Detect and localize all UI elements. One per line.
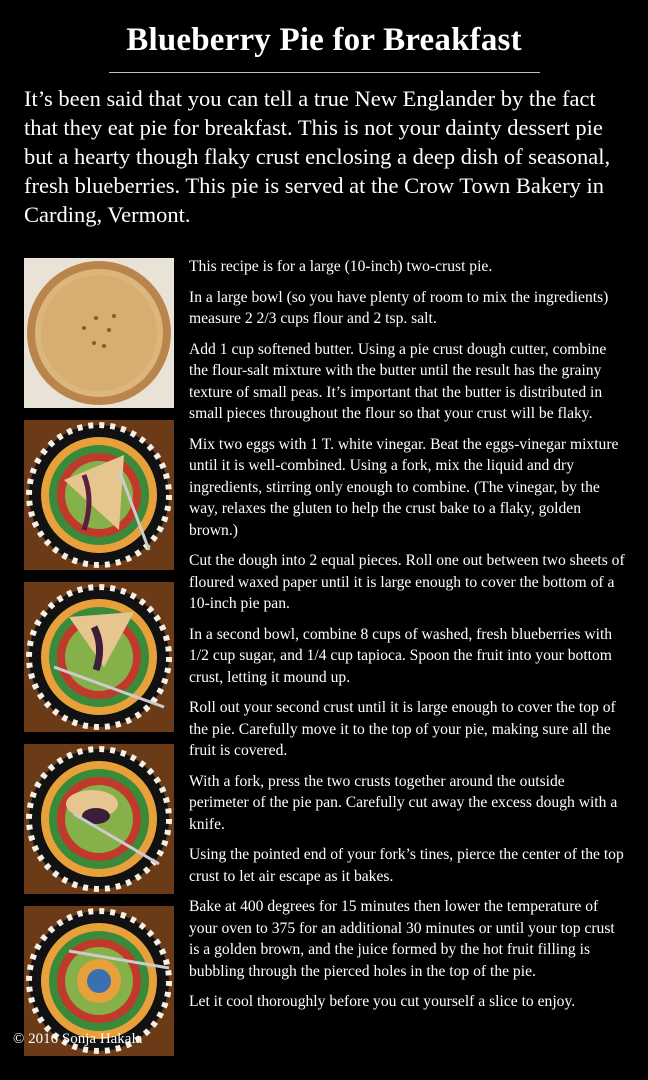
step-paragraph: With a fork, press the two crusts together around the outside perimeter of the pie pan. Carefully cut away the excess dough with a knife. <box>189 772 618 833</box>
page-title: Blueberry Pie for Breakfast <box>126 22 522 58</box>
step-paragraph: Add 1 cup softened butter. Using a pie crust dough cutter, combine the flour-salt mixture with the butter until the result has the grainy texture of small peas. It’s important that the butter is distributed in small pieces throughout the flour so that your crust will be flaky. <box>189 340 607 422</box>
step-paragraph: Bake at 400 degrees for 15 minutes then lower the temperature of your oven to 375 for an additional 30 minutes or until your top crust is a golden brown, and the juice formed by the hot fruit filling is bubbling through the pierced holes in the top of the pie. <box>189 898 615 980</box>
step-paragraph: In a large bowl (so you have plenty of room to mix the ingredients) measure 2 2/3 cups flour and 2 tsp. salt. <box>189 288 609 327</box>
photo-half-eaten <box>24 582 174 732</box>
recipe-steps <box>189 256 625 1022</box>
step-paragraph: Cut the dough into 2 equal pieces. Roll one out between two sheets of floured waxed paper until it is large enough to cover the bottom of a 10-inch pie pan. <box>189 552 625 612</box>
photo-pie-slice <box>24 420 174 570</box>
step-paragraph: This recipe is for a large (10-inch) two-crust pie. <box>189 258 493 275</box>
photo-whole-pie <box>24 258 174 408</box>
step-paragraph: Roll out your second crust until it is large enough to cover the top of the pie. Carefully move it to the top of your pie, making sure all the fruit is covered. <box>189 699 616 759</box>
step-paragraph: Mix two eggs with 1 T. white vinegar. Beat the eggs-vinegar mixture until it is well-combined. Using a fork, mix the liquid and dry ingredients, stirring only enough to combine. (The vinegar, by the way, relaxes the gluten to help the crust bake to a flaky, golden brown.) <box>189 435 619 539</box>
intro-paragraph: It’s been said that you can tell a true New Englander by the fact that they eat pie for breakfast. This is not your dainty dessert pie but a hearty though flaky crust enclosing a deep dish of seasonal, fresh blueberries. This pie is served at the Crow Town Bakery in Carding, Vermont. <box>24 86 611 227</box>
photo-mostly-eaten <box>24 744 174 894</box>
step-paragraph: Let it cool thoroughly before you cut yourself a slice to enjoy. <box>189 993 576 1010</box>
step-paragraph: Using the pointed end of your fork’s tines, pierce the center of the top crust to let air escape as it bakes. <box>189 846 624 885</box>
copyright-notice: © 2016 Sonja Hakala <box>13 1031 143 1047</box>
photo-column <box>24 258 174 1068</box>
step-paragraph: In a second bowl, combine 8 cups of washed, fresh blueberries with 1/2 cup sugar, and 1/4 cup tapioca. Spoon the fruit into your bottom crust, letting it mound up. <box>189 625 613 686</box>
title-divider <box>109 72 540 73</box>
